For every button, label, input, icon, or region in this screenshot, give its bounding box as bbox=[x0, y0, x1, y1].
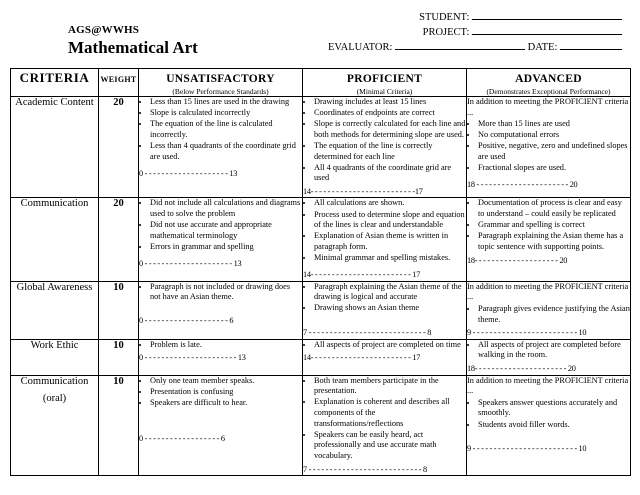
row-weight: 20 bbox=[99, 198, 139, 281]
page-title: Mathematical Art bbox=[68, 38, 198, 57]
evaluator-date-row bbox=[328, 40, 622, 55]
table-row bbox=[11, 97, 631, 198]
list-item: • Errors in grammar and spelling bbox=[150, 242, 302, 253]
list-item: • Process used to determine slope and equation of the lines is clear and understandable bbox=[314, 210, 466, 231]
header-weight: WEIGHT bbox=[99, 69, 139, 97]
cell-advanced[interactable] bbox=[467, 281, 631, 339]
header-unsatisfactory: UNSATISFACTORY (Below Performance Standards) bbox=[139, 69, 303, 97]
list-item: • Did not include all calculations and diagrams used to solve the problem bbox=[150, 198, 302, 219]
score-scale[interactable]: 14- - - - - - - - - - - - - - - - - - - - - - - - -17 bbox=[303, 186, 423, 196]
table-row bbox=[11, 375, 631, 475]
cell-advanced[interactable] bbox=[467, 198, 631, 281]
cell-proficient[interactable] bbox=[303, 198, 467, 281]
rubric-body bbox=[11, 97, 631, 476]
list-item: • The equation of the line is correctly determined for each line bbox=[314, 141, 466, 162]
list-item: • Speakers are difficult to hear. bbox=[150, 398, 302, 409]
date-input[interactable] bbox=[560, 49, 622, 50]
list-item: • All 4 quadrants of the coordinate grid are used bbox=[314, 163, 466, 184]
bullet-list bbox=[467, 340, 630, 361]
student-input[interactable] bbox=[472, 19, 622, 20]
cell-advanced[interactable] bbox=[467, 97, 631, 198]
row-criteria: Global Awareness bbox=[11, 281, 99, 339]
list-item: • Problem is late. bbox=[150, 340, 302, 351]
score-scale[interactable]: 0 - - - - - - - - - - - - - - - - - - 6 bbox=[139, 433, 225, 443]
list-item: • Students avoid filler words. bbox=[478, 420, 630, 431]
row-weight: 10 bbox=[99, 375, 139, 475]
list-item: • No computational errors bbox=[478, 130, 630, 141]
row-weight: 10 bbox=[99, 281, 139, 339]
bullet-list bbox=[139, 97, 302, 162]
list-item: • Grammar and spelling is correct bbox=[478, 220, 630, 231]
row-weight: 20 bbox=[99, 97, 139, 198]
bullet-list bbox=[467, 198, 630, 252]
bullet-list bbox=[467, 398, 630, 430]
list-item: • Only one team member speaks. bbox=[150, 376, 302, 387]
bullet-list bbox=[467, 119, 630, 174]
list-item: • Explanation is coherent and describes all components of the transformations/reflections bbox=[314, 397, 466, 429]
list-item: • Less than 4 quadrants of the coordinate grid are used. bbox=[150, 141, 302, 162]
score-scale[interactable]: 7 - - - - - - - - - - - - - - - - - - - - - - - - - - - 8 bbox=[303, 464, 427, 474]
rubric-table bbox=[10, 68, 631, 476]
row-criteria: Academic Content bbox=[11, 97, 99, 198]
list-item: • Paragraph is not included or drawing does not have an Asian theme. bbox=[150, 282, 302, 303]
score-scale[interactable]: 18- - - - - - - - - - - - - - - - - - - - - - 20 bbox=[467, 364, 576, 374]
student-field-row bbox=[328, 10, 622, 25]
list-item: • Speakers answer questions accurately and smoothly. bbox=[478, 398, 630, 419]
date-label: DATE: bbox=[527, 42, 558, 54]
list-item: • All calculations are shown. bbox=[314, 198, 466, 209]
bullet-list bbox=[303, 282, 466, 314]
cell-intro: In addition to meeting the PROFICIENT criteria ... bbox=[467, 281, 629, 302]
table-row bbox=[11, 198, 631, 281]
header-proficient: PROFICIENT (Minimal Criteria) bbox=[303, 69, 467, 97]
bullet-list bbox=[303, 198, 466, 263]
cell-unsatisfactory[interactable] bbox=[139, 339, 303, 375]
cell-unsatisfactory[interactable] bbox=[139, 375, 303, 475]
document-header bbox=[10, 8, 630, 66]
cell-proficient[interactable] bbox=[303, 339, 467, 375]
list-item: • Paragraph explaining the Asian theme has a topic sentence with supporting points. bbox=[478, 231, 630, 252]
table-row bbox=[11, 339, 631, 375]
row-criteria: Work Ethic bbox=[11, 339, 99, 375]
row-criteria-sub: (oral) bbox=[42, 392, 67, 404]
list-item: • All aspects of project are completed on time bbox=[314, 340, 466, 351]
table-row bbox=[11, 281, 631, 339]
list-item: • Speakers can be easily heard, act professionally and use accurate math vocabulary. bbox=[314, 430, 466, 462]
score-scale[interactable]: 18 - - - - - - - - - - - - - - - - - - - - - - 20 bbox=[467, 180, 578, 190]
row-criteria: Communication bbox=[11, 198, 99, 281]
evaluator-label: EVALUATOR: bbox=[328, 42, 393, 54]
evaluator-input[interactable] bbox=[395, 49, 525, 50]
project-label: PROJECT: bbox=[422, 27, 470, 39]
list-item: • Fractional slopes are used. bbox=[478, 163, 630, 174]
score-scale[interactable]: 0 - - - - - - - - - - - - - - - - - - - - - 13 bbox=[139, 259, 242, 269]
header-left bbox=[10, 8, 198, 58]
bullet-list bbox=[303, 340, 466, 351]
list-item: • Documentation of process is clear and easy to understand – could easily be replicated bbox=[478, 198, 630, 219]
cell-unsatisfactory[interactable] bbox=[139, 97, 303, 198]
student-label: STUDENT: bbox=[419, 12, 470, 23]
bullet-list bbox=[303, 97, 466, 184]
cell-intro: In addition to meeting the PROFICIENT criteria ... bbox=[467, 375, 629, 396]
score-scale[interactable]: 7 - - - - - - - - - - - - - - - - - - - - - - - - - - - - 8 bbox=[303, 327, 432, 337]
list-item: • Paragraph gives evidence justifying the Asian theme. bbox=[478, 304, 630, 325]
list-item: • Did not use accurate and appropriate mathematical terminology bbox=[150, 220, 302, 241]
bullet-list bbox=[303, 376, 466, 462]
header-criteria: CRITERIA bbox=[11, 69, 99, 97]
list-item: • Drawing includes at least 15 lines bbox=[314, 97, 466, 108]
bullet-list bbox=[139, 376, 302, 409]
list-item: • Slope is calculated incorrectly bbox=[150, 108, 302, 119]
cell-advanced[interactable] bbox=[467, 375, 631, 475]
score-scale[interactable]: 0 - - - - - - - - - - - - - - - - - - - - 6 bbox=[139, 316, 234, 326]
row-criteria: Communication (oral) bbox=[11, 375, 99, 475]
bullet-list bbox=[139, 282, 302, 303]
list-item: • Explanation of Asian theme is written in paragraph form. bbox=[314, 231, 466, 252]
list-item: • Slope is correctly calculated for each line and both methods for determining slope are used. bbox=[314, 119, 466, 140]
list-item: • Presentation is confusing bbox=[150, 387, 302, 398]
score-scale[interactable]: 9 - - - - - - - - - - - - - - - - - - - - - - - - - 10 bbox=[467, 443, 587, 453]
row-weight: 10 bbox=[99, 339, 139, 375]
project-input[interactable] bbox=[472, 34, 622, 35]
score-scale[interactable]: 9 - - - - - - - - - - - - - - - - - - - - - - - - - 10 bbox=[467, 328, 587, 338]
cell-unsatisfactory[interactable] bbox=[139, 281, 303, 339]
bullet-list bbox=[139, 340, 302, 351]
list-item: • Coordinates of endpoints are correct bbox=[314, 108, 466, 119]
list-item: • Drawing shows an Asian theme bbox=[314, 303, 466, 314]
list-item: • Paragraph explaining the Asian theme of the drawing is logical and accurate bbox=[314, 282, 466, 303]
list-item: • Minimal grammar and spelling mistakes. bbox=[314, 253, 466, 264]
score-scale[interactable]: 14- - - - - - - - - - - - - - - - - - - - - - - - 17 bbox=[303, 353, 421, 363]
list-item: • Less than 15 lines are used in the drawing bbox=[150, 97, 302, 108]
list-item: • Both team members participate in the presentation. bbox=[314, 376, 466, 397]
project-field-row bbox=[328, 25, 622, 40]
cell-proficient[interactable] bbox=[303, 97, 467, 198]
bullet-list bbox=[467, 304, 630, 325]
cell-unsatisfactory[interactable] bbox=[139, 198, 303, 281]
list-item: • Positive, negative, zero and undefined slopes are used bbox=[478, 141, 630, 162]
cell-advanced[interactable] bbox=[467, 339, 631, 375]
cell-intro: In addition to meeting the PROFICIENT criteria ... bbox=[467, 97, 629, 117]
score-scale[interactable]: 0 - - - - - - - - - - - - - - - - - - - - - - 13 bbox=[139, 353, 246, 363]
list-item: • More than 15 lines are used bbox=[478, 119, 630, 130]
cell-proficient[interactable] bbox=[303, 375, 467, 475]
bullet-list bbox=[139, 198, 302, 252]
score-scale[interactable]: 18- - - - - - - - - - - - - - - - - - - - 20 bbox=[467, 255, 568, 265]
list-item: • The equation of the line is calculated incorrectly. bbox=[150, 119, 302, 140]
score-scale[interactable]: 0 - - - - - - - - - - - - - - - - - - - - 13 bbox=[139, 168, 238, 178]
header-fields bbox=[328, 8, 630, 56]
school-name: AGS@WWHS bbox=[68, 24, 140, 36]
header-advanced: ADVANCED (Demonstrates Exceptional Performance) bbox=[467, 69, 631, 97]
cell-proficient[interactable] bbox=[303, 281, 467, 339]
list-item: • All aspects of project are completed before walking in the room. bbox=[478, 340, 630, 361]
table-header-row bbox=[11, 69, 631, 97]
score-scale[interactable]: 14- - - - - - - - - - - - - - - - - - - - - - - - 17 bbox=[303, 270, 421, 280]
